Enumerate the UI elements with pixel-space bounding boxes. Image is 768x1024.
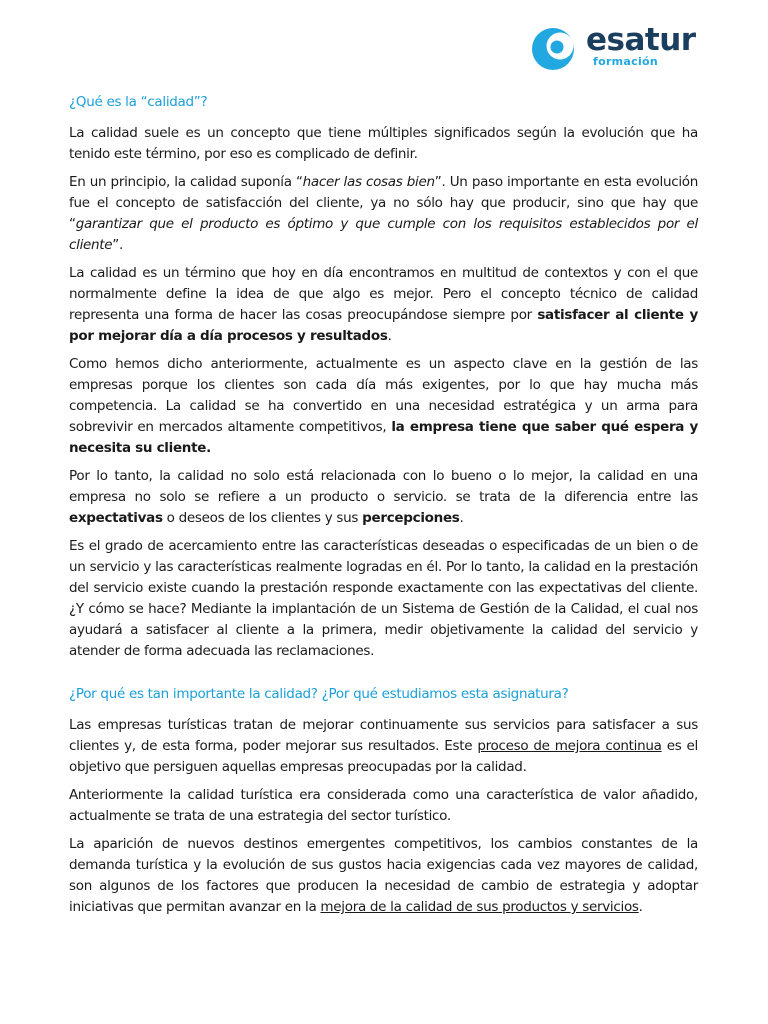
paragraph: Como hemos dicho anteriormente, actualmente es un aspecto clave en la gestión de las empresas porque los clientes son cada día más exigentes, por lo que hay mucha más competencia. La calidad se ha convertido en una necesidad estratégica y un arma para sobrevivir en mercados altamente competitivos, la empresa tiene que saber qué espera y necesita su cliente.	[69, 356, 698, 456]
esatur-logo-icon	[530, 26, 576, 72]
paragraph: La calidad suele es un concepto que tiene múltiples significados según la evolución que ha tenido este término, por eso es complicado de definir.	[69, 125, 698, 162]
esatur-logo	[530, 22, 702, 72]
paragraph: La calidad es un término que hoy en día encontramos en multitud de contextos y con el que normalmente define la idea de que algo es mejor. Pero el concepto técnico de calidad representa una forma de hacer las cosas preocupándose siempre por satisfacer al cliente y por mejorar día a día procesos y resultados.	[69, 265, 698, 344]
paragraph: La aparición de nuevos destinos emergentes competitivos, los cambios constantes de la demanda turística y la evolución de sus gustos hacia exigencias cada vez mayores de calidad, son algunos de los factores que producen la necesidad de cambio de estrategia y adoptar iniciativas que permitan avanzar en la mejora de la calidad de sus productos y servicios.	[69, 836, 698, 915]
paragraph: Anteriormente la calidad turística era considerada como una característica de valor añadido, actualmente se trata de una estrategia del sector turístico.	[69, 787, 698, 824]
section-heading-por-que-importante: ¿Por qué es tan importante la calidad? ¿Por qué estudiamos esta asignatura?	[69, 686, 569, 702]
paragraph: Las empresas turísticas tratan de mejorar continuamente sus servicios para satisfacer a sus clientes y, de esta forma, poder mejorar sus resultados. Este proceso de mejora continua es el objetivo que persiguen aquellas empresas preocupadas por la calidad.	[69, 717, 698, 775]
logo-brand-text: esatur	[586, 22, 696, 58]
section-heading-que-es-calidad: ¿Qué es la “calidad”?	[69, 94, 208, 110]
paragraph: Por lo tanto, la calidad no solo está relacionada con lo bueno o lo mejor, la calidad en una empresa no solo se refiere a un producto o servicio. se trata de la diferencia entre las expectativas o deseos de los clientes y sus percepciones.	[69, 468, 698, 526]
logo-sub-text: formación	[593, 55, 659, 68]
document-body	[69, 92, 698, 925]
paragraph: Es el grado de acercamiento entre las características deseadas o especificadas de un bien o de un servicio y las características realmente logradas en él. Por lo tanto, la calidad en la prestación del servicio existe cuando la prestación responde exactamente con las expectativas del cliente. ¿Y cómo se hace? Mediante la implantación de un Sistema de Gestión de la Calidad, el cual nos ayudará a satisfacer al cliente a la primera, medir objetivamente la calidad del servicio y atender de forma adecuada las reclamaciones.	[69, 538, 698, 659]
paragraph: En un principio, la calidad suponía “hacer las cosas bien”. Un paso importante en esta evolución fue el concepto de satisfacción del cliente, ya no sólo hay que producir, sino que hay que “garantizar que el producto es óptimo y que cumple con los requisitos establecidos por el cliente”.	[69, 174, 698, 253]
